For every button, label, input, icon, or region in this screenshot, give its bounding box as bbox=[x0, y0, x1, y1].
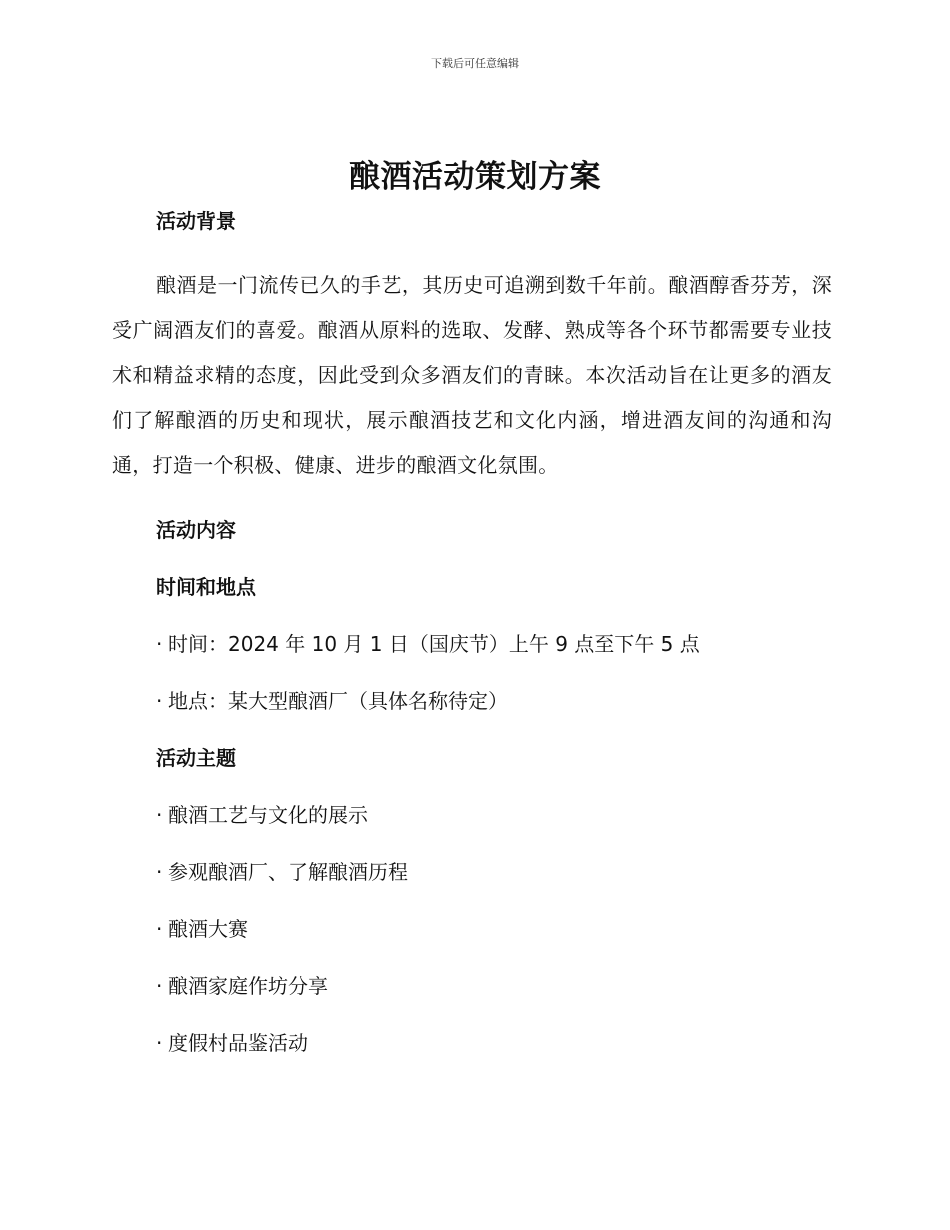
document-body bbox=[112, 206, 832, 1058]
list-item bbox=[112, 1028, 832, 1058]
list-item-text: 度假村品鉴活动 bbox=[168, 1031, 308, 1055]
list-item-text: 时间：2024 年 10 月 1 日（国庆节）上午 9 点至下午 5 点 bbox=[168, 632, 700, 656]
theme-list bbox=[112, 800, 832, 1058]
bullet-dot: · bbox=[156, 689, 163, 713]
list-item bbox=[112, 686, 832, 716]
heading-background: 活动背景 bbox=[156, 209, 236, 233]
list-item-text: 酿酒家庭作坊分享 bbox=[168, 974, 328, 998]
background-paragraph: 酿酒是一门流传已久的手艺，其历史可追溯到数千年前。酿酒醇香芬芳，深受广阔酒友们的喜爱。酿酒从原料的选取、发酵、熟成等各个环节都需要专业技术和精益求精的态度，因此受到众多酒友们的青睐。本次活动旨在让更多的酒友们了解酿酒的历史和现状，展示酿酒技艺和文化内涵，增进酒友间的沟通和沟通，打造一个积极、健康、进步的酿酒文化氛围。 bbox=[112, 273, 832, 477]
time-place-list bbox=[112, 629, 832, 716]
list-item bbox=[112, 971, 832, 1001]
bullet-dot: · bbox=[156, 1031, 163, 1055]
bullet-dot: · bbox=[156, 803, 163, 827]
bullet-dot: · bbox=[156, 917, 163, 941]
bullet-dot: · bbox=[156, 974, 163, 998]
heading-time-place: 时间和地点 bbox=[156, 575, 256, 599]
header-note: 下载后可任意编辑 bbox=[431, 57, 519, 70]
bullet-dot: · bbox=[156, 632, 163, 656]
document-title: 酿酒活动策划方案 bbox=[349, 159, 601, 195]
heading-theme: 活动主题 bbox=[156, 746, 236, 770]
list-item bbox=[112, 629, 832, 659]
list-item-text: 参观酿酒厂、了解酿酒历程 bbox=[168, 860, 408, 884]
list-item bbox=[112, 857, 832, 887]
list-item bbox=[112, 914, 832, 944]
list-item-text: 地点：某大型酿酒厂（具体名称待定） bbox=[168, 689, 508, 713]
heading-activity-content: 活动内容 bbox=[156, 518, 236, 542]
bullet-dot: · bbox=[156, 860, 163, 884]
list-item-text: 酿酒大赛 bbox=[168, 917, 248, 941]
list-item bbox=[112, 800, 832, 830]
list-item-text: 酿酒工艺与文化的展示 bbox=[168, 803, 368, 827]
